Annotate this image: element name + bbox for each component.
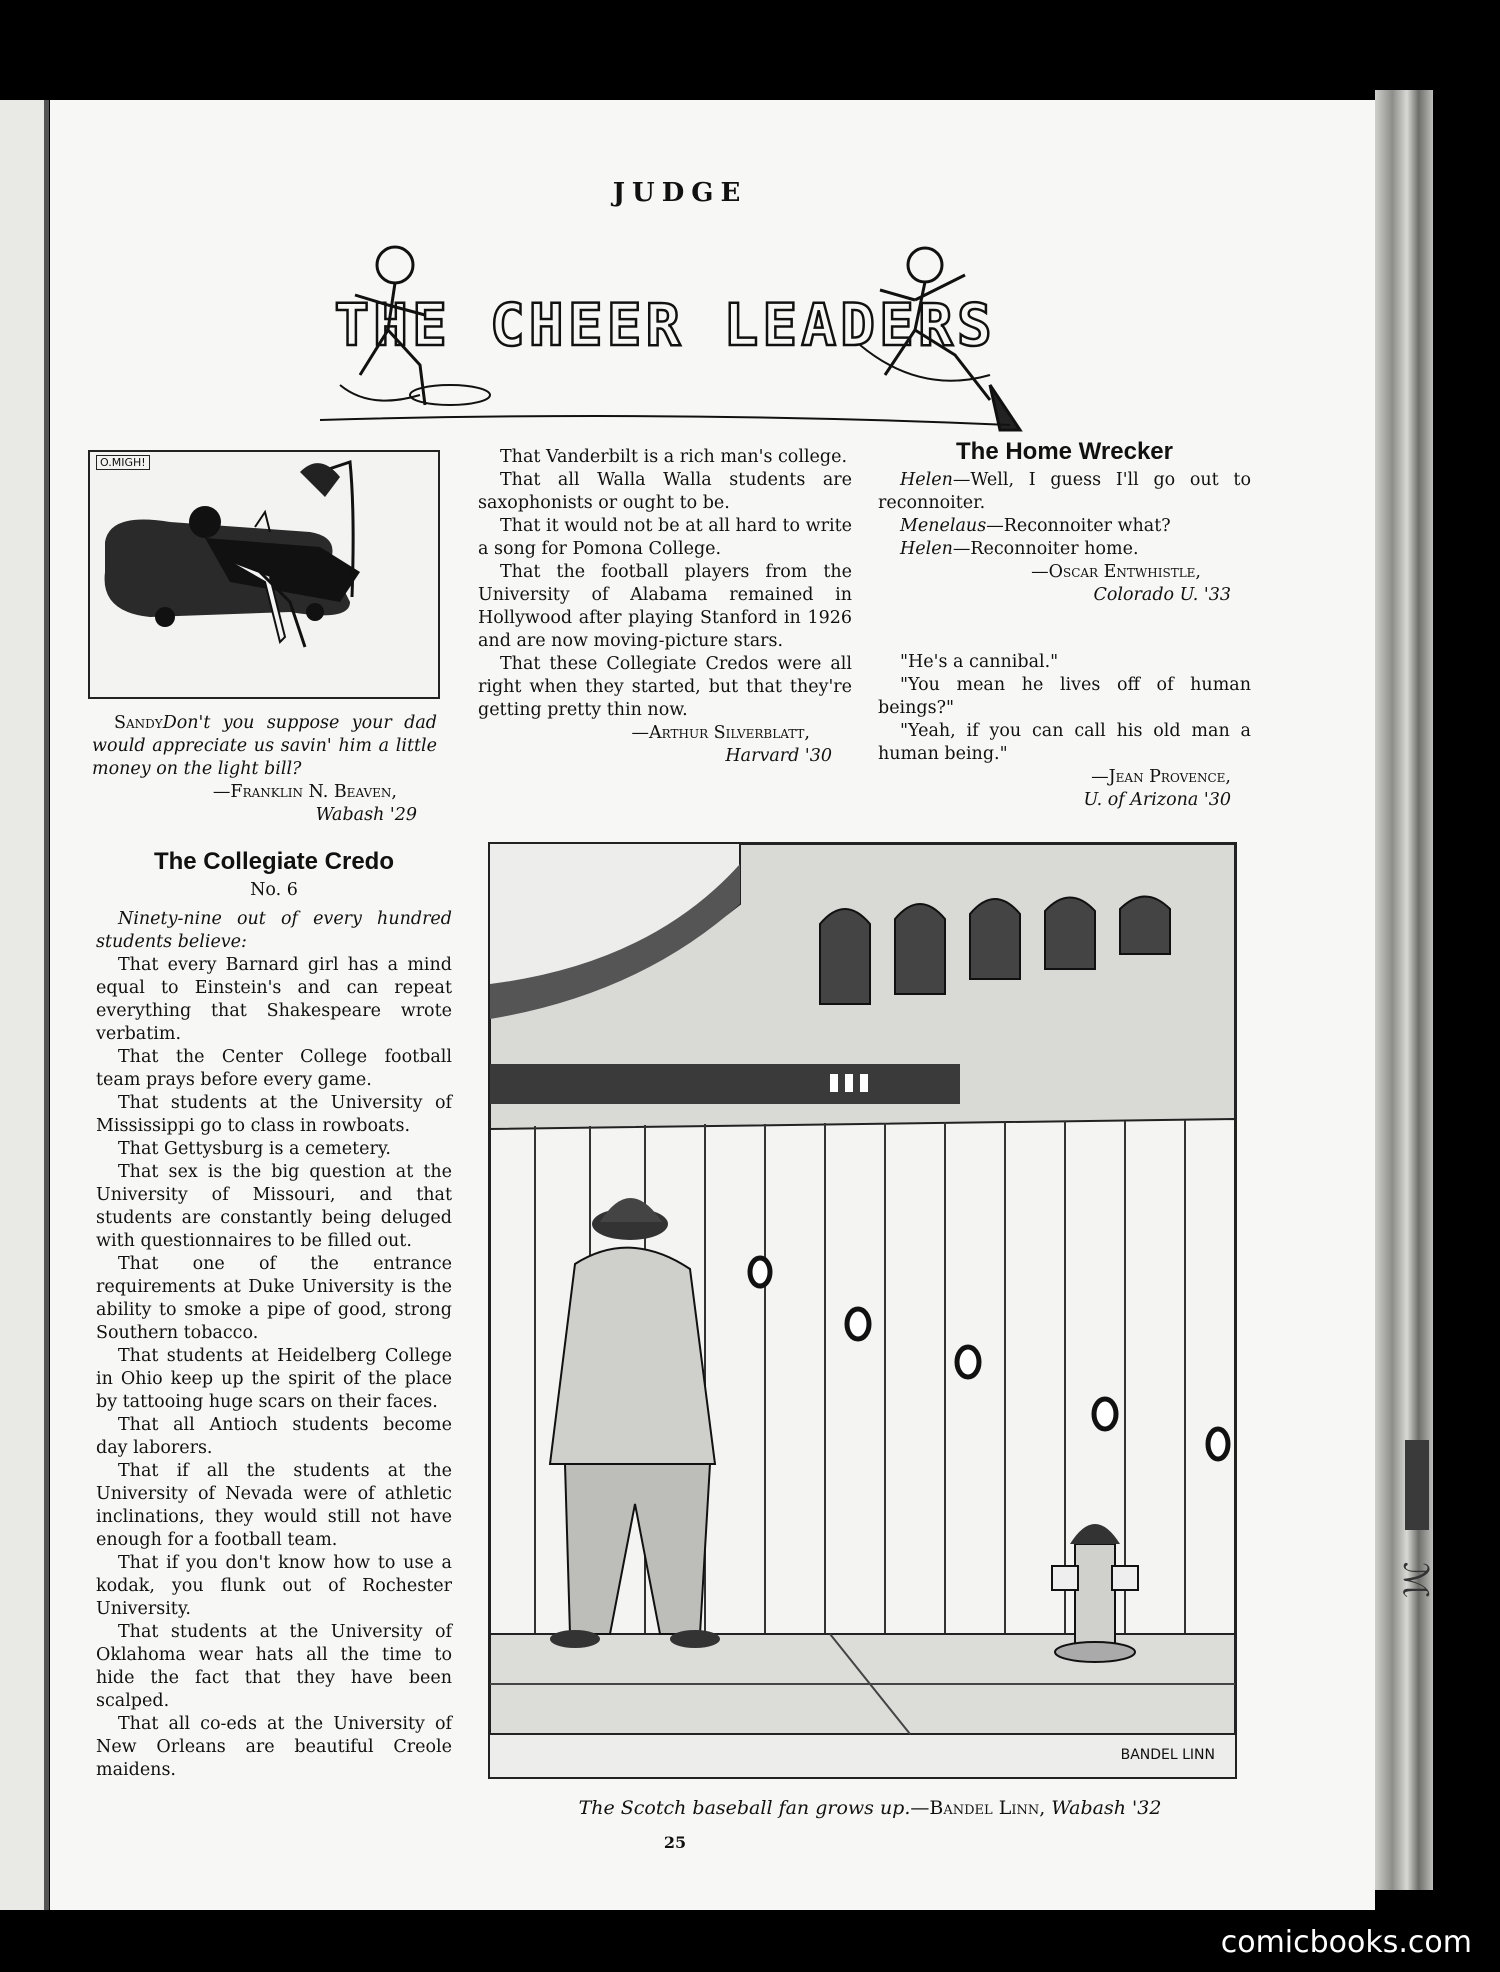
sandy-joke xyxy=(92,712,437,827)
credo-item: That every Barnard girl has a mind equal to Einstein's and can repeat everything that Shakespeare wrote verbatim. xyxy=(96,955,452,1044)
credo-item: That it would not be at all hard to write a song for Pomona College. xyxy=(478,516,852,559)
sandy-school: Wabash '29 xyxy=(315,805,417,825)
credo-item: That one of the entrance requirements at Duke University is the ability to smoke a pipe of good, strong Southern tobacco. xyxy=(96,1254,452,1343)
dialogue-line: "Yeah, if you can call his old man a human being." xyxy=(878,721,1251,764)
spine-mark: ℳ xyxy=(1395,1561,1436,1599)
dialogue-line xyxy=(878,515,1251,538)
home-wrecker-dialogue xyxy=(878,469,1251,561)
dialogue-line xyxy=(878,469,1251,515)
fence-stadium-drawing xyxy=(490,844,1235,1777)
credo-item: That if all the students at the University of Nevada were of athletic inclinations, they would still not have enough for a football team. xyxy=(96,1461,452,1550)
dialogue-speaker: Menelaus xyxy=(900,516,987,536)
credo-item: That Vanderbilt is a rich man's college. xyxy=(500,447,848,467)
credo-item: That the football players from the University of Alabama remained in Hollywood after playing Stanford in 1926 and are now moving-picture stars. xyxy=(478,562,852,651)
credo-item: That students at the University of Mississippi go to class in rowboats. xyxy=(96,1093,452,1136)
caption-author: —Bandel Linn, xyxy=(910,1797,1046,1819)
home-wrecker xyxy=(878,440,1251,607)
credo-continued xyxy=(478,446,852,768)
credo-item: That these Collegiate Credos were all right when they started, but that they're getting pretty thin now. xyxy=(478,654,852,720)
credo-item: That all co-eds at the University of New Orleans are beautiful Creole maidens. xyxy=(96,1714,452,1780)
sandy-speaker: Sandy xyxy=(114,713,163,733)
collegiate-credo xyxy=(96,850,452,1782)
home-wrecker-school: Colorado U. '33 xyxy=(1093,585,1231,605)
credo-item: That if you don't know how to use a kodak, you flunk out of Rochester University. xyxy=(96,1553,452,1619)
dialogue-speaker: Helen xyxy=(900,470,953,490)
sandy-line: Don't you suppose your dad would appreciate us savin' him a little money on the light bill? xyxy=(92,713,437,779)
caption-text: The Scotch baseball fan grows up. xyxy=(578,1797,911,1819)
spine-tab xyxy=(1405,1440,1429,1530)
home-wrecker-author: —Oscar Entwhistle, xyxy=(1031,562,1201,582)
credo-intro: Ninety-nine out of every hundred students believe: xyxy=(96,909,452,952)
cannibal-dialogue xyxy=(878,651,1251,766)
cannibal-author: —Jean Provence, xyxy=(1091,767,1231,787)
sandy-author: —Franklin N. Beaven, xyxy=(212,782,397,802)
cartoonist-signature: BANDEL LINN xyxy=(1120,1747,1215,1763)
sandy-cartoon xyxy=(88,450,440,699)
page-number: 25 xyxy=(663,1833,687,1852)
couch-couple-drawing xyxy=(90,452,438,697)
baseball-fan-cartoon xyxy=(488,842,1237,1779)
dialogue-line: "You mean he lives off of human beings?" xyxy=(878,675,1251,718)
cheer-leaders-banner xyxy=(300,235,1030,435)
credo-item: That students at the University of Oklahoma wear hats all the time to hide the fact that they have been scalped. xyxy=(96,1622,452,1711)
banner-title: THE CHEER LEADERS xyxy=(334,291,996,359)
credo-item: That Gettysburg is a cemetery. xyxy=(118,1139,391,1159)
credo-item: That all Antioch students become day laborers. xyxy=(96,1415,452,1458)
caption-school: Wabash '32 xyxy=(1051,1797,1162,1819)
credo-item: That the Center College football team prays before every game. xyxy=(96,1047,452,1090)
credo-author: —Arthur Silverblatt, xyxy=(631,723,810,743)
credo-items xyxy=(96,954,452,1782)
magazine-header: JUDGE xyxy=(612,178,748,208)
page-stack-edge xyxy=(1375,90,1436,1890)
credo-item: That all Walla Walla students are saxophonists or ought to be. xyxy=(478,470,852,513)
cannibal-joke xyxy=(878,651,1251,812)
cartoon-sign: O.MIGH! xyxy=(96,455,150,470)
dialogue-text: —Well, I guess I'll go out to reconnoiter. xyxy=(878,470,1251,513)
credo-item: That sex is the big question at the University of Missouri, and that students are constantly being deluged with questionnaires to be filled out. xyxy=(96,1162,452,1251)
dialogue-text: —Reconnoiter home. xyxy=(952,539,1139,559)
dialogue-line xyxy=(878,538,1251,561)
credo-school: Harvard '30 xyxy=(725,746,832,766)
credo-continued-items xyxy=(478,446,852,722)
watermark: comicbooks.com xyxy=(1220,1925,1472,1960)
dialogue-text: —Reconnoiter what? xyxy=(986,516,1171,536)
cannibal-school: U. of Arizona '30 xyxy=(1083,790,1231,810)
facing-page-edge xyxy=(0,100,49,1910)
cartoon-caption xyxy=(500,1797,1240,1819)
credo-item: That students at Heidelberg College in Ohio keep up the spirit of the place by tattooing huge scars on their faces. xyxy=(96,1346,452,1412)
dialogue-line: "He's a cannibal." xyxy=(900,652,1059,672)
dialogue-speaker: Helen xyxy=(900,539,953,559)
home-wrecker-title: The Home Wrecker xyxy=(956,438,1173,465)
credo-number: No. 6 xyxy=(250,880,298,900)
credo-title: The Collegiate Credo xyxy=(153,848,395,875)
